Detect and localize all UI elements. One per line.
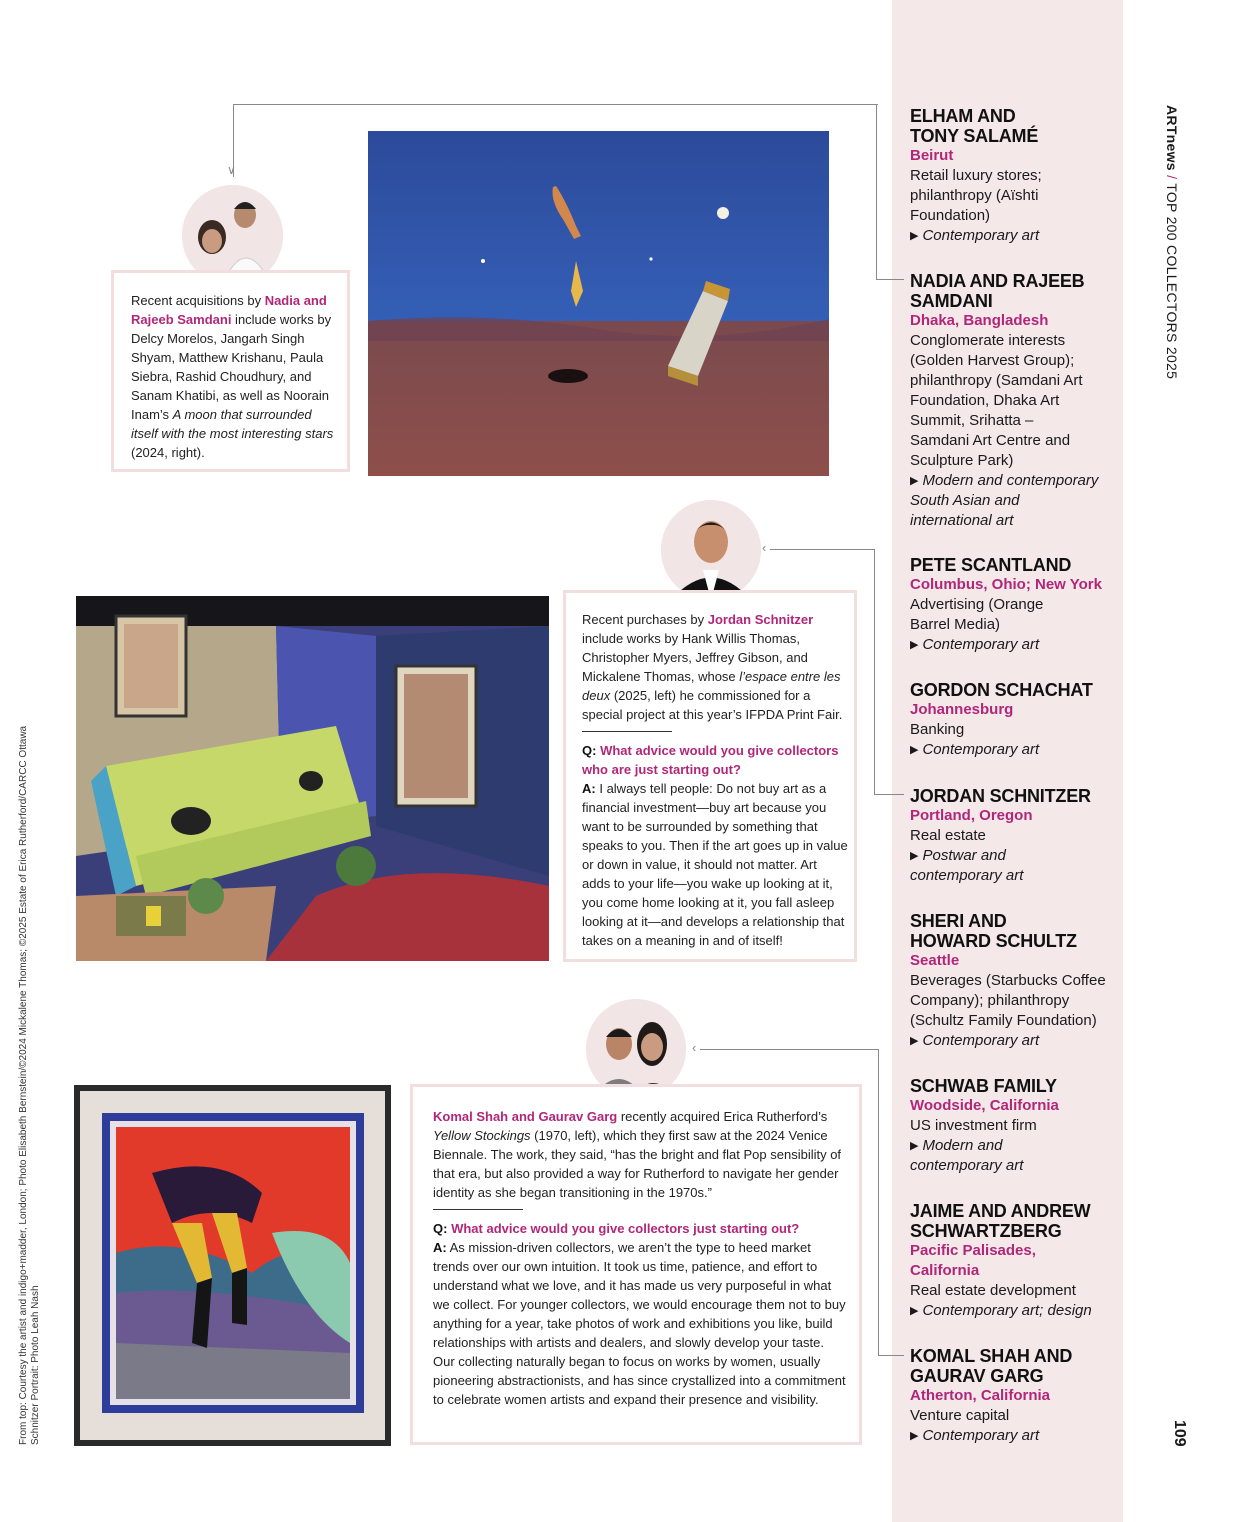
collector-occupation: Real estate development: [910, 1282, 1076, 1299]
caption-lead: Recent purchases by: [582, 612, 708, 627]
connector-line-shah-end: [878, 1355, 904, 1357]
caption-lead: Recent acquisitions by: [131, 293, 265, 308]
caption-body: include works by Hank Willis Thomas, Christopher Myers, Jeffrey Gibson, and Mickalene Thomas, whose: [582, 631, 808, 684]
collector-category: Contemporary art: [922, 1032, 1040, 1049]
qa-answer: [433, 1238, 848, 1409]
artwork-title: Yellow Stockings: [433, 1128, 531, 1143]
collector-occupation: Conglomerate interests (Golden Harvest Group); philanthropy (Samdani Art Foundation, Dhaka Art Summit, Srihatta – Samdani Art Centre and Sculpture Park): [910, 332, 1083, 469]
brand-name: ARTnews: [1164, 105, 1180, 171]
caption-text: [433, 1107, 848, 1202]
triangle-bullet-icon: ▶: [910, 230, 919, 242]
collector-location: Seattle: [910, 952, 960, 969]
collector-entry: [910, 1346, 1115, 1446]
triangle-bullet-icon: ▶: [910, 475, 919, 487]
caption-box-shah-garg: [410, 1084, 862, 1445]
collector-name: ELHAM AND TONY SALAMÉ: [910, 106, 1039, 146]
collector-occupation: Venture capital: [910, 1407, 1010, 1424]
collector-occupation: Retail luxury stores; philanthropy (Aïshti Foundation): [910, 167, 1042, 224]
triangle-bullet-icon: ▶: [910, 1035, 919, 1047]
page-number: 109: [1171, 1420, 1188, 1447]
caption-tail: (2025, left) he commissioned for a special project at this year’s IFPDA Print Fair.: [582, 688, 843, 722]
collector-names: Nadia and Rajeeb Samdani: [131, 293, 327, 327]
portrait-schnitzer: [661, 500, 761, 600]
collector-occupation: Advertising (Orange Barrel Media): [910, 596, 1044, 633]
collector-name: SHERI AND HOWARD SCHULTZ: [910, 911, 1077, 951]
question-text: What advice would you give collectors who are just starting out?: [582, 743, 839, 777]
q-label: Q:: [433, 1221, 448, 1236]
collector-occupation: US investment firm: [910, 1117, 1037, 1134]
collector-entry: [910, 911, 1115, 1051]
triangle-bullet-icon: ▶: [910, 744, 919, 756]
collector-entry: [910, 680, 1115, 760]
collector-occupation: Banking: [910, 721, 965, 738]
arrow-left-icon: ‹: [762, 540, 767, 555]
collector-name: GORDON SCHACHAT: [910, 680, 1093, 700]
caption-body: recently acquired Erica Rutherford’s: [617, 1109, 828, 1124]
q-label: Q:: [582, 743, 597, 758]
collector-name: PETE SCANTLAND: [910, 555, 1072, 575]
collector-location: Portland, Oregon: [910, 807, 1033, 824]
collector-category: Contemporary art: [922, 636, 1040, 653]
connector-line-schnitzer-end: [874, 794, 904, 796]
collector-location: Atherton, California: [910, 1387, 1051, 1404]
caption-tail: (2024, right).: [131, 445, 205, 460]
caption-tail: (1970, left), which they first saw at the 2024 Venice Biennale. The work, they said, “has the bright and flat Pop sensibility of that era, but also provided a way for Rutherford to navigate her gender identity as she began transitioning in the 1970s.”: [433, 1128, 842, 1200]
collector-category: Contemporary art: [922, 227, 1040, 244]
caption-text: [131, 291, 336, 462]
collector-names: Komal Shah and Gaurav Garg: [433, 1109, 618, 1124]
collector-category: Modern and contemporary South Asian and international art: [910, 472, 1099, 529]
collector-occupation: Real estate: [910, 827, 986, 844]
question-text: What advice would you give collectors just starting out?: [451, 1221, 800, 1236]
collector-location: Beirut: [910, 147, 954, 164]
collector-category: Contemporary art; design: [922, 1302, 1092, 1319]
connector-line-samdani-end: [876, 279, 904, 281]
divider: [582, 731, 672, 732]
collector-category: Postwar and contemporary art: [910, 847, 1024, 884]
collector-occupation: Beverages (Starbucks Coffee Company); philanthropy (Schultz Family Foundation): [910, 972, 1106, 1029]
collector-name: KOMAL SHAH AND GAURAV GARG: [910, 1346, 1073, 1386]
credit-line-2: Schnitzer Portrait: Photo Leah Nash: [30, 1285, 41, 1445]
artwork-title: l’espace entre les deux: [582, 669, 841, 703]
collector-entry: [910, 1201, 1115, 1321]
caption-text: [582, 610, 847, 724]
collector-name: SCHWAB FAMILY: [910, 1076, 1057, 1096]
artwork-installation-photo: [76, 596, 549, 961]
running-header: [1164, 105, 1180, 379]
triangle-bullet-icon: ▶: [910, 639, 919, 651]
collector-location: Pacific Palisades, California: [910, 1242, 1036, 1279]
caption-body: include works by Delcy Morelos, Jangarh Singh Shyam, Matthew Krishanu, Paula Siebra, Rashid Choudhury, and Sanam Khatibi, as well as Noorain Inam’s: [131, 312, 332, 422]
artwork-title: A moon that surrounded itself with the most interesting stars: [131, 407, 334, 441]
triangle-bullet-icon: ▶: [910, 1140, 919, 1152]
caption-box-samdani: [111, 270, 350, 472]
collector-entry: [910, 555, 1115, 655]
collector-category: Contemporary art: [922, 741, 1040, 758]
collector-entry: [910, 1076, 1115, 1176]
header-separator: /: [1164, 170, 1180, 184]
triangle-bullet-icon: ▶: [910, 850, 919, 862]
collector-location: Columbus, Ohio; New York: [910, 576, 1102, 593]
collector-category: Modern and contemporary art: [910, 1137, 1024, 1174]
collector-name: NADIA AND RAJEEB SAMDANI: [910, 271, 1085, 311]
artwork-moon-painting: [368, 131, 829, 476]
triangle-bullet-icon: ▶: [910, 1430, 919, 1442]
credit-line-1: From top: Courtesy the artist and indigo+madder, London; Photo Elisabeth Bernstein/©2024 Mickalene Thomas; ©2025 Estate of Erica Rutherford/CARCC Ottawa: [18, 725, 29, 1445]
photo-credit: [18, 726, 42, 1445]
triangle-bullet-icon: ▶: [910, 1305, 919, 1317]
collector-location: Dhaka, Bangladesh: [910, 312, 1049, 329]
collector-entry: [910, 786, 1115, 886]
qa-question: [582, 741, 847, 779]
collector-entry: [910, 271, 1115, 531]
artwork-yellow-stockings: [74, 1085, 391, 1446]
collector-name: JORDAN SCHNITZER: [910, 786, 1091, 806]
connector-line-samdani-vertical: [876, 104, 878, 279]
collector-names: Jordan Schnitzer: [707, 612, 814, 627]
collector-category: Contemporary art: [922, 1427, 1040, 1444]
a-label: A:: [433, 1240, 447, 1255]
collector-location: Johannesburg: [910, 701, 1014, 718]
collector-location: Woodside, California: [910, 1097, 1059, 1114]
qa-question: [433, 1219, 848, 1238]
arrow-left-icon: ‹: [692, 1040, 697, 1055]
collector-entry: [910, 106, 1115, 246]
qa-answer: [582, 779, 848, 950]
section-title: TOP 200 COLLECTORS 2025: [1164, 183, 1180, 380]
answer-text: I always tell people: Do not buy art as a financial investment—buy art because you want to be surrounded by something that speaks to you. Then if the art goes up in value or down in value, it should not matter. Art adds to your life—you wake up looking at it, you come home looking at it, you fall asleep looking at it—and develops a relationship that takes on a meaning in and of itself!: [582, 781, 848, 948]
collector-name: JAIME AND ANDREW SCHWARTZBERG: [910, 1201, 1091, 1241]
arrow-down-icon: ∨: [227, 163, 236, 177]
a-label: A:: [582, 781, 596, 796]
answer-text: As mission-driven collectors, we aren’t the type to heed market trends over our own intuition. It took us time, patience, and effort to understand what we love, and it has made us very purposeful in what we collect. For younger collectors, we would encourage them not to buy anything for a year, take photos of work and exhibitions you like, build relationships with artists and dealers, and slowly develop your taste. Our collecting naturally began to focus on works by women, usually pioneering abstractionists, and has since crystallized into a commitment to celebrate women artists and expand their presence and visibility.: [433, 1240, 846, 1407]
divider: [433, 1209, 523, 1210]
caption-box-schnitzer: [563, 590, 857, 962]
